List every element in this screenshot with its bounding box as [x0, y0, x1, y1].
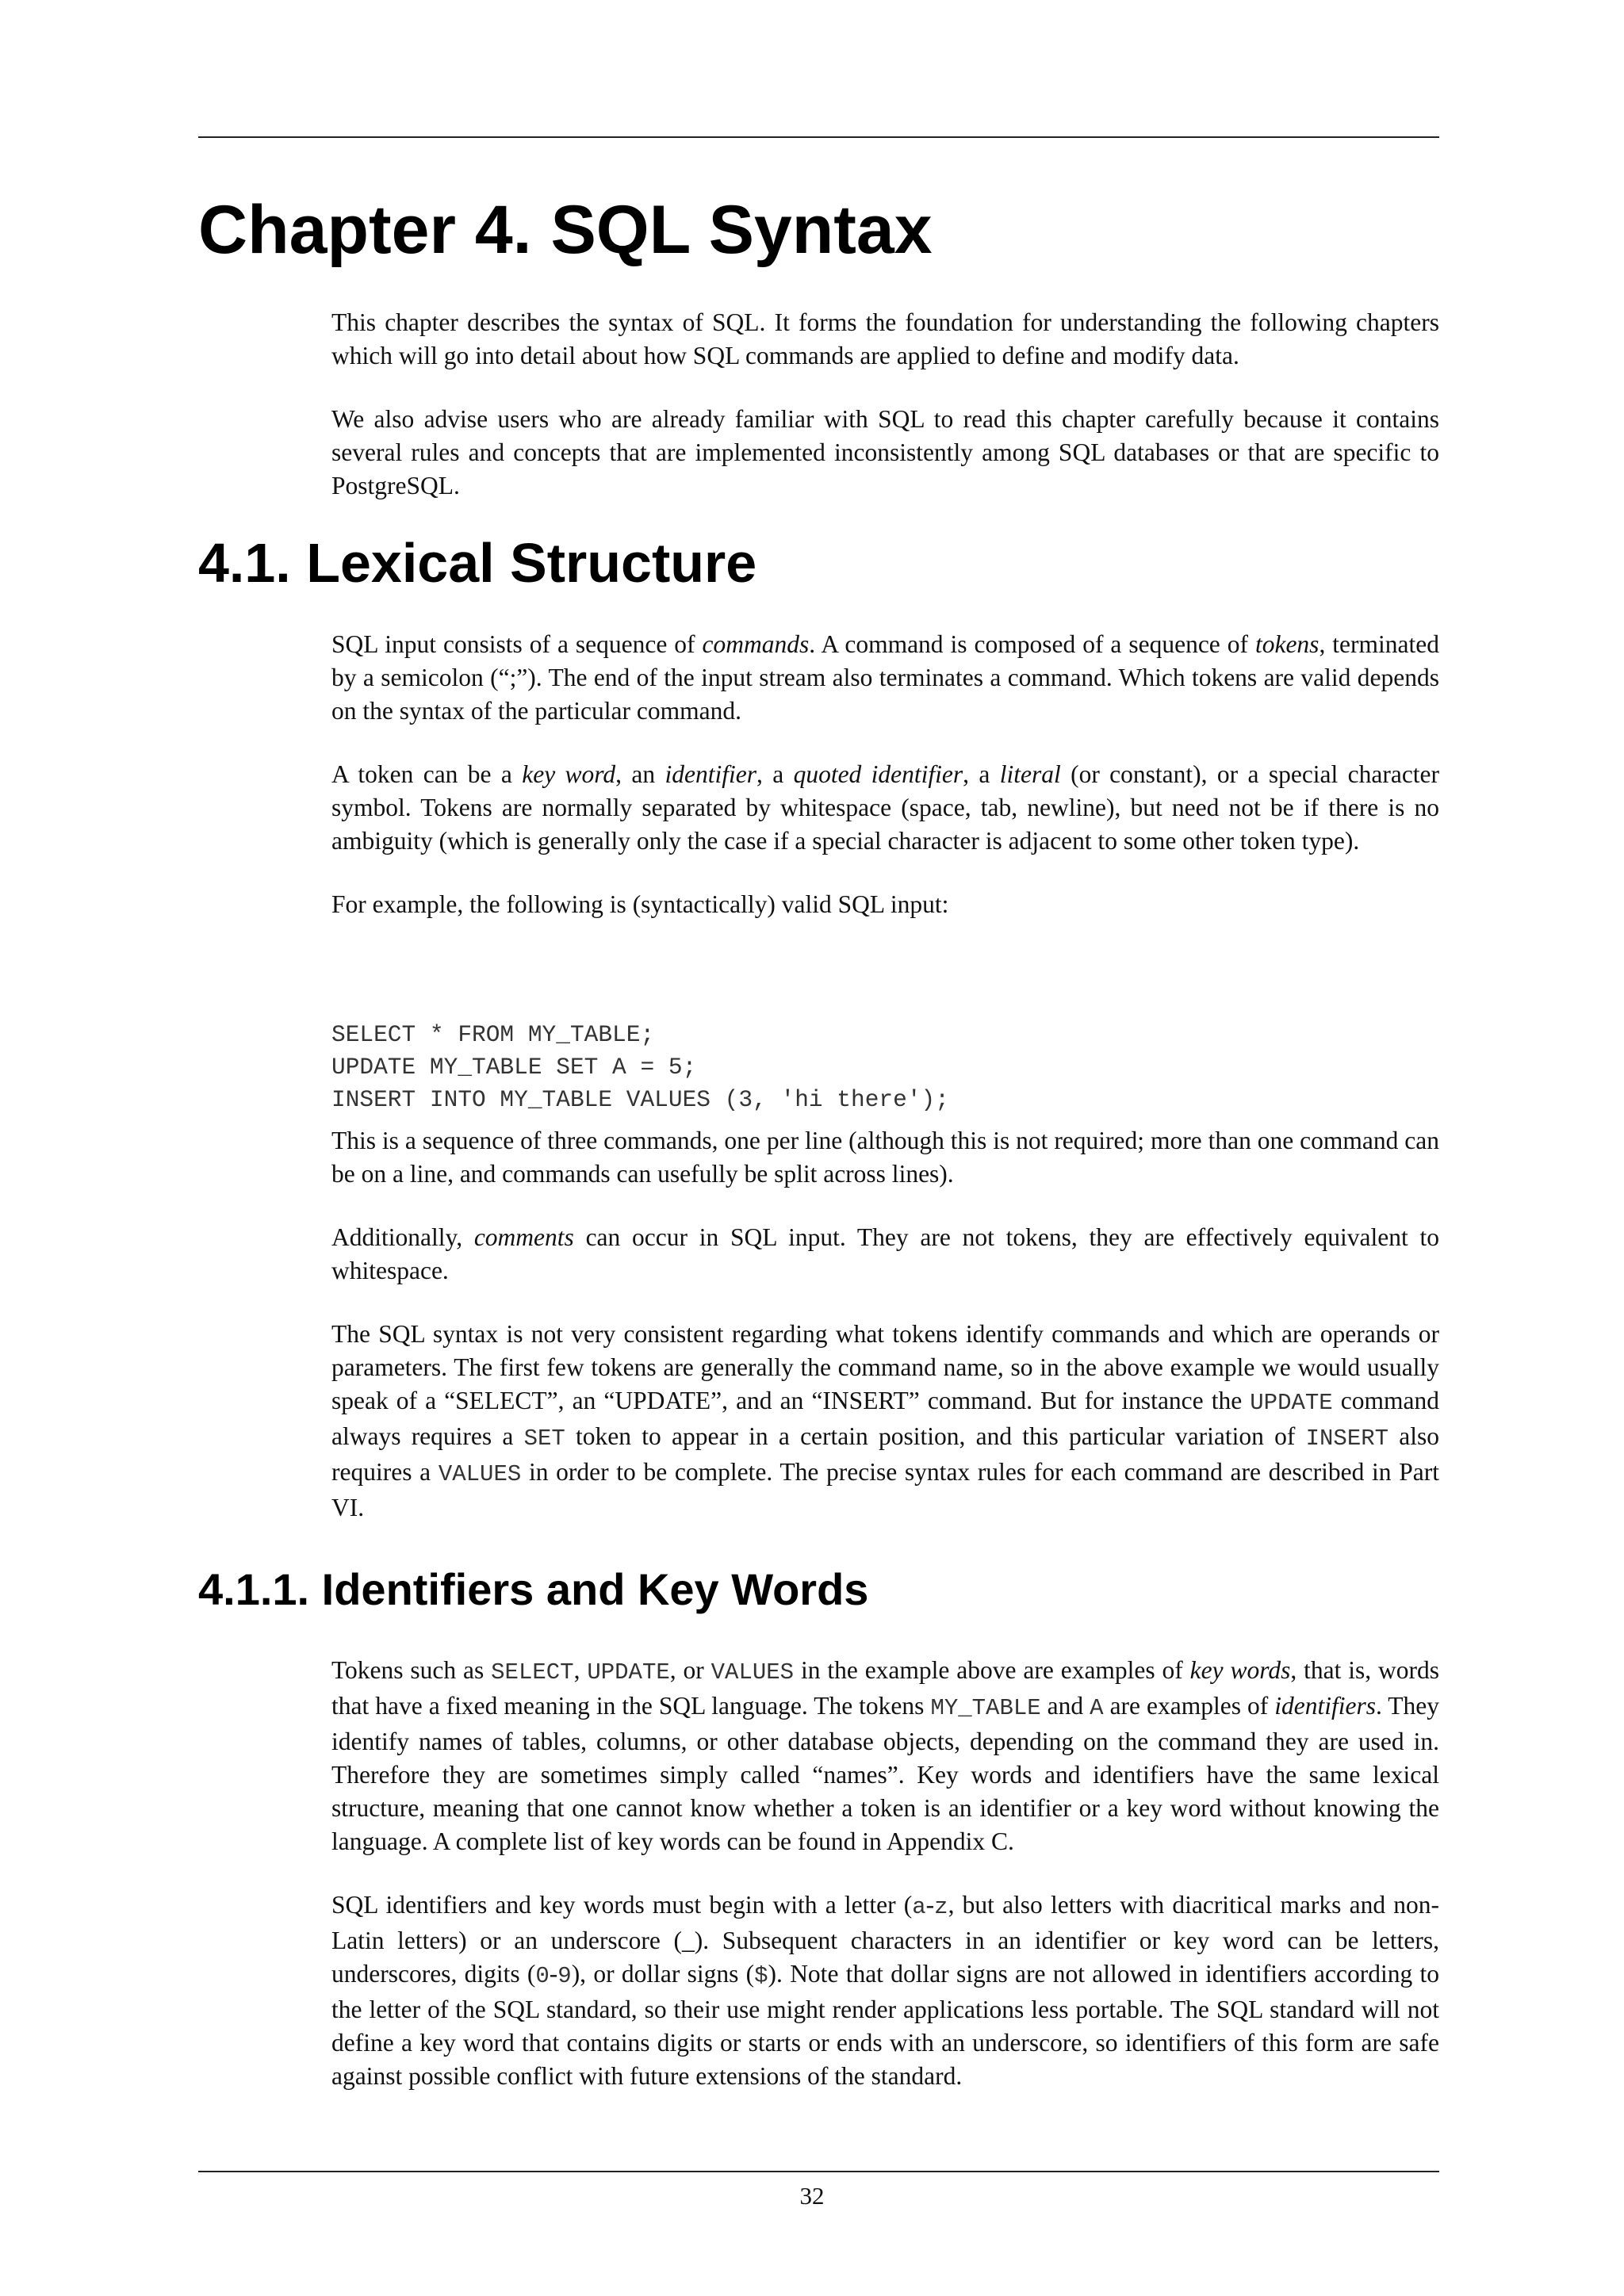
- code-select: SELECT: [491, 1659, 574, 1686]
- term-key-words: key words: [1189, 1656, 1291, 1684]
- code-z-lower: z: [934, 1894, 948, 1920]
- code-line: UPDATE MY_TABLE SET A = 5;: [331, 1054, 697, 1081]
- code-a-lower: a: [912, 1894, 926, 1920]
- code-set: SET: [523, 1425, 565, 1452]
- code-my-table: MY_TABLE: [930, 1695, 1041, 1721]
- term-key-word: key word: [522, 760, 616, 788]
- lexical-paragraph-2: A token can be a key word, an identifier, a quoted identifier, a literal (or constant), or a special character symbol. Tokens are normally separated by whitespace (space, tab, newline), but need not be if there is no ambiguity (which is generally only the case if a special character is adjacent to some other token type).: [331, 760, 1440, 855]
- lexical-paragraph-6: The SQL syntax is not very consistent regarding what tokens identify commands and which are operands or parameters. The first few tokens are generally the command name, so in the above example we would usually speak of a “SELECT”, an “UPDATE”, and an “INSERT” command. But for instance the UPDATE command always requires a SET token to appear in a certain position, and this particular variation of INSERT also requires a VALUES in order to be complete. The precise syntax rules for each command are described in Part VI.: [331, 1320, 1439, 1521]
- code-a: A: [1090, 1695, 1104, 1721]
- term-quoted-identifier: quoted identifier: [793, 760, 963, 788]
- lexical-structure-body: [331, 628, 1439, 921]
- term-commands: commands: [702, 630, 810, 658]
- term-comments: comments: [473, 1223, 574, 1251]
- section-heading-lexical-structure: 4.1. Lexical Structure: [198, 532, 757, 594]
- chapter-title: Chapter 4. SQL Syntax: [198, 192, 933, 268]
- lexical-paragraph-5: Additionally, comments can occur in SQL input. They are not tokens, they are effectively equivalent to whitespace.: [331, 1223, 1439, 1284]
- lexical-paragraph-4: This is a sequence of three commands, one per line (although this is not required; more than one command can be on a line, and commands can usefully be split across lines).: [331, 1127, 1439, 1188]
- lexical-paragraph-1: SQL input consists of a sequence of commands. A command is composed of a sequence of tokens, terminated by a semicolon (“;”). The end of the input stream also terminates a command. Which tokens are valid depends on the syntax of the particular command.: [331, 630, 1439, 725]
- term-identifier: identifier: [665, 760, 756, 788]
- footer-rule: [198, 2171, 1439, 2172]
- identifiers-paragraph-2: SQL identifiers and key words must begin with a letter (a-z, but also letters with diacritical marks and non-Latin letters) or an underscore (_). Subsequent characters in an identifier or key word can be letters, underscores, digits (0-9), or dollar signs ($). Note that dollar signs are not allowed in identifiers according to the letter of the SQL standard, so their use might render applications less portable. The SQL standard will not define a key word that contains digits or starts or ends with an underscore, so identifiers of this form are safe against possible conflict with future extensions of the standard.: [331, 1891, 1439, 2090]
- code-zero: 0: [535, 1963, 550, 1989]
- intro-paragraph-1: This chapter describes the syntax of SQL. It forms the foundation for understanding the following chapters which will go into detail about how SQL commands are applied to define and modify data.: [331, 308, 1439, 369]
- identifiers-body: [331, 1654, 1439, 2093]
- code-nine: 9: [557, 1963, 572, 1989]
- lexical-paragraph-3: For example, the following is (syntactically) valid SQL input:: [331, 890, 949, 918]
- code-update: UPDATE: [1250, 1390, 1333, 1416]
- sql-example-listing: [331, 1019, 949, 1116]
- code-line: INSERT INTO MY_TABLE VALUES (3, 'hi there');: [331, 1086, 949, 1113]
- term-identifiers: identifiers: [1274, 1692, 1376, 1720]
- identifiers-paragraph-1: Tokens such as SELECT, UPDATE, or VALUES in the example above are examples of key words, that is, words that have a fixed meaning in the SQL language. The tokens MY_TABLE and A are examples of identifiers. They identify names of tables, columns, or other database objects, depending on the command they are used in. Therefore they are sometimes simply called “names”. Key words and identifiers have the same lexical structure, meaning that one cannot know whether a token is an identifier or a key word without knowing the language. A complete list of key words can be found in Appendix C.: [331, 1656, 1440, 1855]
- page-number: 32: [799, 2182, 825, 2210]
- code-update: UPDATE: [587, 1659, 670, 1686]
- code-values: VALUES: [438, 1461, 522, 1487]
- code-line: SELECT * FROM MY_TABLE;: [331, 1021, 655, 1048]
- section-heading-identifiers-and-key-words: 4.1.1. Identifiers and Key Words: [198, 1564, 869, 1614]
- term-literal: literal: [999, 760, 1061, 788]
- code-insert: INSERT: [1305, 1425, 1389, 1452]
- code-dollar: $: [754, 1963, 768, 1989]
- code-values: VALUES: [710, 1659, 795, 1686]
- header-rule: [198, 136, 1439, 138]
- term-tokens: tokens: [1254, 630, 1320, 658]
- intro-paragraph-2: We also advise users who are already familiar with SQL to read this chapter carefully because it contains several rules and concepts that are implemented inconsistently among SQL databases or that are specific to PostgreSQL.: [331, 405, 1439, 499]
- lexical-structure-body-continued: [331, 1124, 1439, 1525]
- chapter-intro: [331, 306, 1439, 503]
